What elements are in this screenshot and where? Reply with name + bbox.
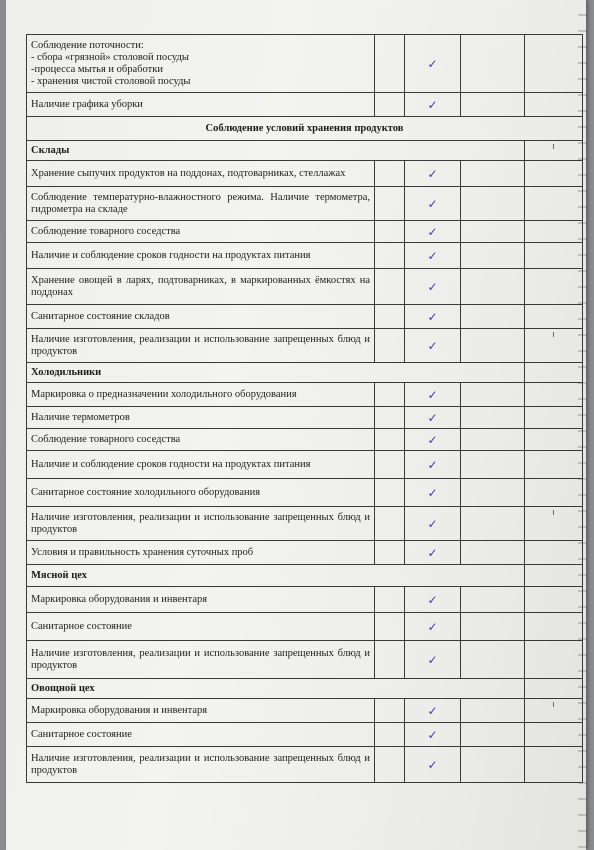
table-row xyxy=(27,587,583,613)
criterion-text: Маркировка о предназначении холодильного оборудования xyxy=(27,383,375,407)
tick-mark xyxy=(525,565,583,587)
empty-cell xyxy=(461,221,525,243)
table-row xyxy=(27,243,583,269)
section-row xyxy=(27,679,583,699)
tick-mark xyxy=(525,747,583,783)
check-mark: ✓ xyxy=(405,541,461,565)
criterion-text: Наличие и соблюдение сроков годности на продуктах питания xyxy=(27,451,375,479)
empty-cell xyxy=(375,747,405,783)
table-row xyxy=(27,305,583,329)
table-row xyxy=(27,269,583,305)
criterion-text: Соблюдение товарного соседства xyxy=(27,429,375,451)
table-row xyxy=(27,479,583,507)
empty-cell xyxy=(461,541,525,565)
table-row xyxy=(27,407,583,429)
empty-cell xyxy=(461,243,525,269)
criterion-text: Условия и правильность хранения суточных проб xyxy=(27,541,375,565)
table-row xyxy=(27,723,583,747)
empty-cell xyxy=(375,93,405,117)
table-row xyxy=(27,429,583,451)
check-mark: ✓ xyxy=(405,269,461,305)
check-mark: ✓ xyxy=(405,383,461,407)
section-title: Холодильники xyxy=(27,363,525,383)
empty-cell xyxy=(461,451,525,479)
empty-cell xyxy=(461,161,525,187)
empty-cell xyxy=(375,699,405,723)
tick-mark xyxy=(525,93,583,117)
tick-mark xyxy=(525,479,583,507)
check-mark: ✓ xyxy=(405,329,461,363)
criterion-text: Наличие и соблюдение сроков годности на продуктах питания xyxy=(27,243,375,269)
table-row xyxy=(27,613,583,641)
table-row xyxy=(27,541,583,565)
empty-cell xyxy=(375,451,405,479)
tick-mark xyxy=(525,723,583,747)
criterion-text: Санитарное состояние холодильного оборудования xyxy=(27,479,375,507)
empty-cell xyxy=(375,329,405,363)
empty-cell xyxy=(461,187,525,221)
check-mark: ✓ xyxy=(405,305,461,329)
check-mark: ✓ xyxy=(405,187,461,221)
tick-mark xyxy=(525,187,583,221)
empty-cell xyxy=(375,383,405,407)
check-mark: ✓ xyxy=(405,723,461,747)
empty-cell xyxy=(375,613,405,641)
criterion-text: Маркировка оборудования и инвентаря xyxy=(27,587,375,613)
table-row xyxy=(27,93,583,117)
checklist-table xyxy=(26,34,583,783)
empty-cell xyxy=(375,641,405,679)
tick-mark: ı xyxy=(525,329,583,363)
criterion-text: Наличие графика уборки xyxy=(27,93,375,117)
empty-cell xyxy=(461,641,525,679)
section-row xyxy=(27,141,583,161)
table-row xyxy=(27,35,583,93)
empty-cell xyxy=(375,479,405,507)
criterion-text: Соблюдение температурно-влажностного режима. Наличие термометра, гидрометра на складе xyxy=(27,187,375,221)
check-mark: ✓ xyxy=(405,479,461,507)
table-row xyxy=(27,187,583,221)
empty-cell xyxy=(375,269,405,305)
tick-mark xyxy=(525,363,583,383)
tick-mark: ı xyxy=(525,141,583,161)
criterion-text: Наличие изготовления, реализации и использование запрещенных блюд и продуктов xyxy=(27,507,375,541)
empty-cell xyxy=(375,35,405,93)
empty-cell xyxy=(461,747,525,783)
criterion-text: Санитарное состояние xyxy=(27,613,375,641)
criterion-text: Хранение овощей в ларях, подтоварниках, в маркированных ёмкостях на поддонах xyxy=(27,269,375,305)
empty-cell xyxy=(461,479,525,507)
empty-cell xyxy=(461,699,525,723)
tick-mark xyxy=(525,305,583,329)
document-page xyxy=(6,0,586,850)
section-heading: Соблюдение условий хранения продуктов xyxy=(27,117,583,141)
check-mark: ✓ xyxy=(405,451,461,479)
check-mark: ✓ xyxy=(405,429,461,451)
tick-mark xyxy=(525,613,583,641)
criterion-text: Санитарное состояние складов xyxy=(27,305,375,329)
check-mark: ✓ xyxy=(405,243,461,269)
tick-mark xyxy=(525,243,583,269)
empty-cell xyxy=(375,243,405,269)
empty-cell xyxy=(375,187,405,221)
empty-cell xyxy=(375,541,405,565)
criterion-text: Соблюдение поточности: - сбора «грязной» столовой посуды -процесса мытья и обработки - хранения чистой столовой посуды xyxy=(27,35,375,93)
criterion-text: Наличие изготовления, реализации и использование запрещенных блюд и продуктов xyxy=(27,641,375,679)
check-mark: ✓ xyxy=(405,613,461,641)
table-row xyxy=(27,451,583,479)
section-title: Склады xyxy=(27,141,525,161)
empty-cell xyxy=(375,429,405,451)
table-row xyxy=(27,747,583,783)
table-row xyxy=(27,641,583,679)
empty-cell xyxy=(461,407,525,429)
empty-cell xyxy=(461,93,525,117)
table-row xyxy=(27,161,583,187)
empty-cell xyxy=(461,329,525,363)
empty-cell xyxy=(461,269,525,305)
empty-cell xyxy=(461,305,525,329)
section-title: Мясной цех xyxy=(27,565,525,587)
empty-cell xyxy=(375,587,405,613)
checklist-body xyxy=(27,35,583,783)
table-row xyxy=(27,699,583,723)
tick-mark xyxy=(525,35,583,93)
check-mark: ✓ xyxy=(405,407,461,429)
empty-cell xyxy=(375,161,405,187)
empty-cell xyxy=(461,613,525,641)
empty-cell xyxy=(461,723,525,747)
tick-mark xyxy=(525,269,583,305)
table-row xyxy=(27,221,583,243)
section-row xyxy=(27,363,583,383)
check-mark: ✓ xyxy=(405,641,461,679)
criterion-text: Наличие термометров xyxy=(27,407,375,429)
check-mark: ✓ xyxy=(405,587,461,613)
criterion-text: Наличие изготовления, реализации и использование запрещенных блюд и продуктов xyxy=(27,329,375,363)
section-title: Овощной цех xyxy=(27,679,525,699)
tick-mark xyxy=(525,429,583,451)
criterion-text: Санитарное состояние xyxy=(27,723,375,747)
empty-cell xyxy=(461,429,525,451)
criterion-text: Наличие изготовления, реализации и использование запрещенных блюд и продуктов xyxy=(27,747,375,783)
criterion-text: Маркировка оборудования и инвентаря xyxy=(27,699,375,723)
empty-cell xyxy=(461,587,525,613)
check-mark: ✓ xyxy=(405,161,461,187)
empty-cell xyxy=(375,221,405,243)
tick-mark xyxy=(525,407,583,429)
tick-mark xyxy=(525,451,583,479)
empty-cell xyxy=(461,507,525,541)
check-mark: ✓ xyxy=(405,699,461,723)
tick-mark: ı xyxy=(525,699,583,723)
tick-mark xyxy=(525,641,583,679)
empty-cell xyxy=(461,35,525,93)
check-mark: ✓ xyxy=(405,507,461,541)
empty-cell xyxy=(375,723,405,747)
section-row xyxy=(27,565,583,587)
table-row xyxy=(27,507,583,541)
tick-mark xyxy=(525,221,583,243)
tick-mark: ı xyxy=(525,507,583,541)
tick-mark xyxy=(525,383,583,407)
empty-cell xyxy=(375,507,405,541)
check-mark: ✓ xyxy=(405,93,461,117)
tick-mark xyxy=(525,587,583,613)
criterion-text: Хранение сыпучих продуктов на поддонах, подтоварниках, стеллажах xyxy=(27,161,375,187)
table-row xyxy=(27,329,583,363)
empty-cell xyxy=(375,305,405,329)
table-heading-row xyxy=(27,117,583,141)
check-mark: ✓ xyxy=(405,747,461,783)
check-mark: ✓ xyxy=(405,35,461,93)
tick-mark xyxy=(525,541,583,565)
tick-mark xyxy=(525,679,583,699)
empty-cell xyxy=(461,383,525,407)
criterion-text: Соблюдение товарного соседства xyxy=(27,221,375,243)
empty-cell xyxy=(375,407,405,429)
table-row xyxy=(27,383,583,407)
tick-mark xyxy=(525,161,583,187)
check-mark: ✓ xyxy=(405,221,461,243)
